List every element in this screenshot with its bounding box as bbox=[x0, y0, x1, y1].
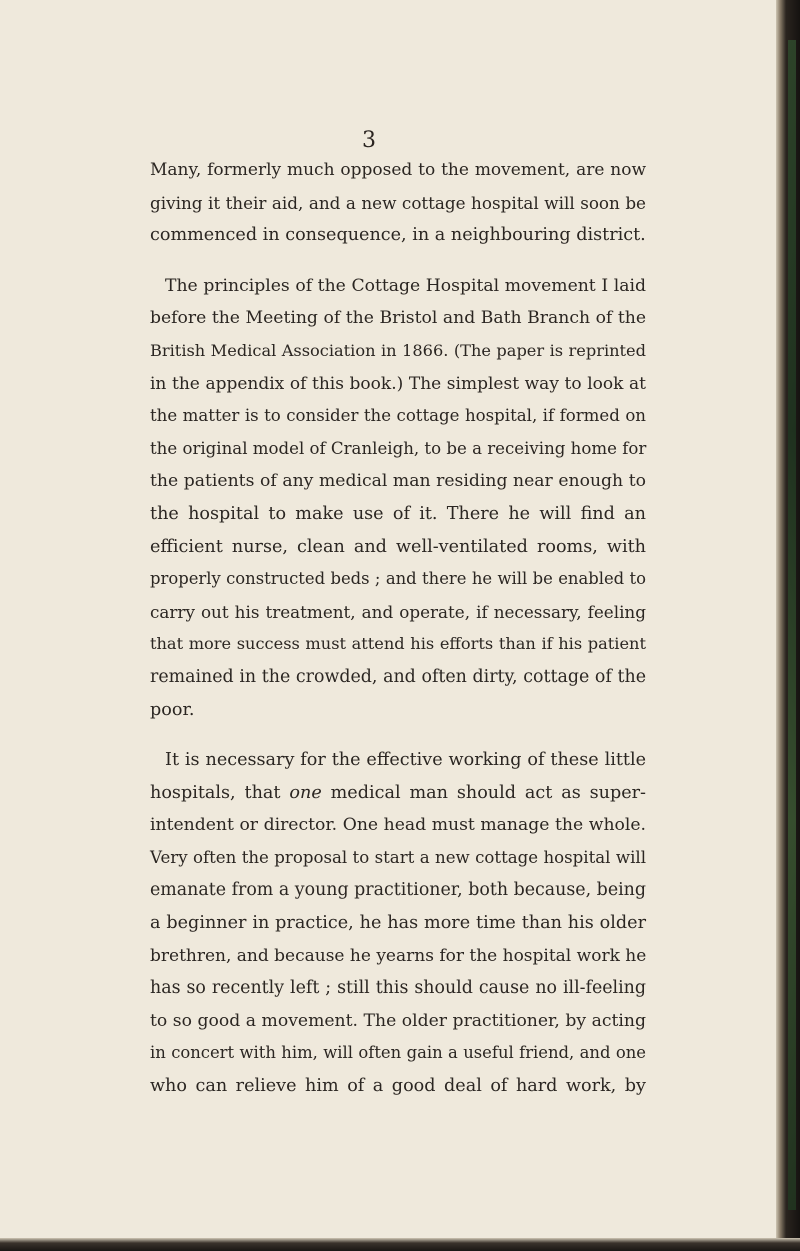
text-line: the matter is to consider the cottage hospital, if formed on bbox=[150, 406, 646, 426]
text-line: a beginner in practice, he has more time than his older bbox=[150, 913, 646, 934]
body-text bbox=[150, 154, 646, 1103]
text-line: properly constructed beds ; and there he will be enabled to bbox=[150, 569, 646, 589]
text-line: giving it their aid, and a new cottage hospital will soon be bbox=[150, 192, 646, 213]
text-line: emanate from a young practitioner, both because, being bbox=[150, 880, 646, 901]
page-bottom-edge bbox=[0, 1238, 800, 1251]
text-line: brethren, and because he yearns for the hospital work he bbox=[150, 945, 647, 966]
text-line: commenced in consequence, in a neighbouring district. bbox=[150, 225, 646, 246]
cover-strip bbox=[788, 40, 796, 1210]
text-line: the patients of any medical man residing near enough to bbox=[150, 471, 646, 492]
text-line: British Medical Association in 1866. (The paper is reprinted bbox=[150, 340, 646, 360]
text-line: The principles of the Cottage Hospital movement I laid bbox=[165, 275, 646, 296]
text-line: poor. bbox=[150, 699, 195, 720]
text-line: has so recently left ; still this should cause no ill-feeling bbox=[150, 978, 646, 999]
text-line: to so good a movement. The older practitioner, by acting bbox=[150, 1010, 646, 1031]
text-line: carry out his treatment, and operate, if necessary, feeling bbox=[150, 601, 646, 622]
paragraph-2 bbox=[150, 270, 646, 726]
text-line: Many, formerly much opposed to the movement, are now bbox=[150, 160, 646, 180]
text-line: who can relieve him of a good deal of hard work, by bbox=[150, 1076, 646, 1097]
text-line: efficient nurse, clean and well-ventilated rooms, with bbox=[150, 536, 646, 557]
text-line: remained in the crowded, and often dirty, cottage of the bbox=[150, 666, 646, 687]
paragraph-1 bbox=[150, 154, 646, 252]
text-line: intendent or director. One head must manage the whole. bbox=[150, 815, 646, 836]
text-segment: hospitals, that bbox=[150, 782, 290, 803]
paragraph-3 bbox=[150, 744, 646, 1103]
text-segment: medical man should act as super- bbox=[321, 782, 646, 803]
book-spine-edge bbox=[776, 0, 800, 1251]
page-number: 3 bbox=[362, 128, 376, 153]
text-line: that more success must attend his efforts than if his patient bbox=[150, 634, 646, 654]
text-line: Very often the proposal to start a new cottage hospital will bbox=[150, 847, 646, 867]
text-line: in the appendix of this book.) The simplest way to look at bbox=[150, 373, 646, 394]
emphasis-one: one bbox=[289, 782, 322, 803]
text-line: the hospital to make use of it. There he will find an bbox=[150, 503, 646, 524]
text-line: in concert with him, will often gain a useful friend, and one bbox=[150, 1043, 646, 1063]
text-line: It is necessary for the effective working of these little bbox=[165, 750, 646, 771]
text-line: the original model of Cranleigh, to be a receiving home for bbox=[150, 438, 647, 458]
text-line: before the Meeting of the Bristol and Bath Branch of the bbox=[150, 308, 646, 329]
text-line-with-emphasis bbox=[150, 777, 646, 810]
